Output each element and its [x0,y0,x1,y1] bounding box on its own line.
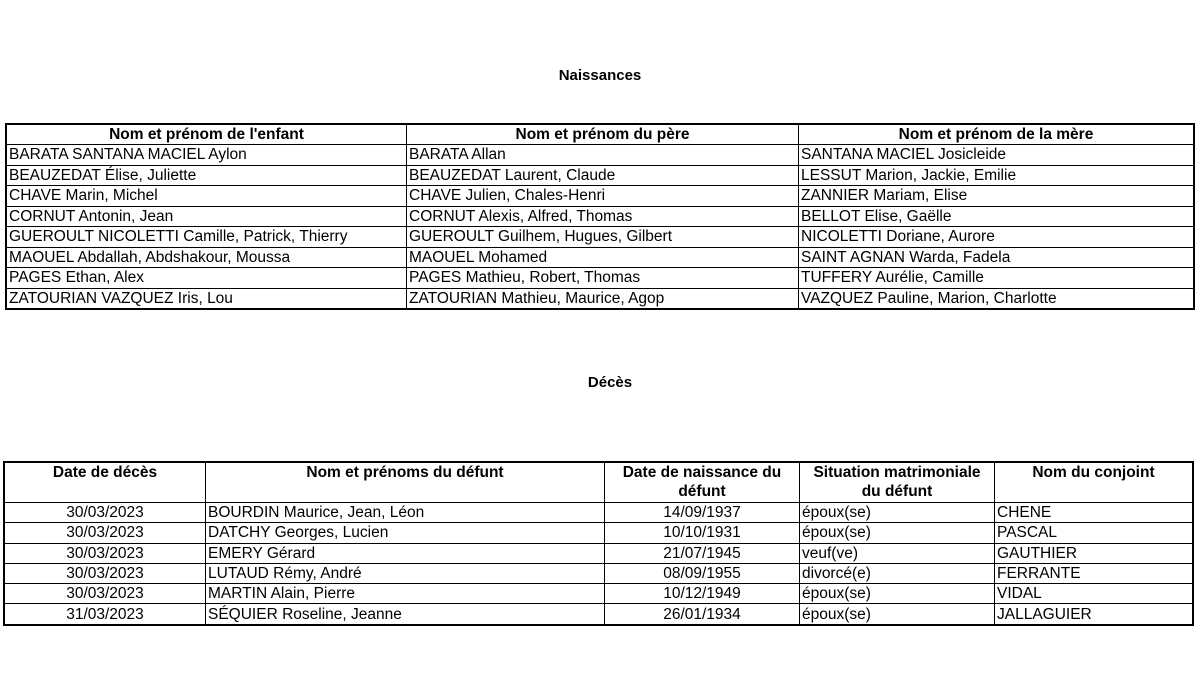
father-name: MAOUEL Mohamed [407,247,799,268]
child-name: PAGES Ethan, Alex [7,268,407,289]
birth-date: 10/10/1931 [605,523,800,543]
deceased-name: SÉQUIER Roseline, Jeanne [206,604,605,624]
deaths-header-spouse-name: Nom du conjoint [995,463,1193,503]
deaths-header-deceased-name: Nom et prénoms du défunt [206,463,605,503]
births-header-row [7,125,1194,145]
deceased-name: MARTIN Alain, Pierre [206,584,605,604]
table-row [5,543,1193,563]
mother-name: VAZQUEZ Pauline, Marion, Charlotte [799,288,1194,309]
death-date: 30/03/2023 [5,543,206,563]
mother-name: SANTANA MACIEL Josicleide [799,145,1194,166]
child-name: GUEROULT NICOLETTI Camille, Patrick, Thierry [7,227,407,248]
mother-name: ZANNIER Mariam, Elise [799,186,1194,207]
table-row [5,563,1193,583]
deaths-header-row [5,463,1193,503]
marital-status: veuf(ve) [800,543,995,563]
mother-name: SAINT AGNAN Warda, Fadela [799,247,1194,268]
table-row [7,247,1194,268]
deceased-name: BOURDIN Maurice, Jean, Léon [206,503,605,523]
marital-status: divorcé(e) [800,563,995,583]
birth-date: 21/07/1945 [605,543,800,563]
birth-date: 08/09/1955 [605,563,800,583]
spouse-name: FERRANTE [995,563,1193,583]
child-name: BEAUZEDAT Élise, Juliette [7,165,407,186]
table-row [5,523,1193,543]
child-name: BARATA SANTANA MACIEL Aylon [7,145,407,166]
table-row [7,145,1194,166]
deaths-header-death-date: Date de décès [5,463,206,503]
table-row [5,604,1193,624]
table-row [7,165,1194,186]
spouse-name: CHENE [995,503,1193,523]
table-row [5,503,1193,523]
spouse-name: GAUTHIER [995,543,1193,563]
child-name: MAOUEL Abdallah, Abdshakour, Moussa [7,247,407,268]
marital-status: époux(se) [800,584,995,604]
father-name: GUEROULT Guilhem, Hugues, Gilbert [407,227,799,248]
table-row [7,227,1194,248]
death-date: 30/03/2023 [5,563,206,583]
deceased-name: LUTAUD Rémy, André [206,563,605,583]
child-name: CHAVE Marin, Michel [7,186,407,207]
mother-name: BELLOT Elise, Gaëlle [799,206,1194,227]
deaths-table [4,462,1193,625]
death-date: 30/03/2023 [5,523,206,543]
table-row [5,584,1193,604]
table-row [7,206,1194,227]
spouse-name: PASCAL [995,523,1193,543]
father-name: CORNUT Alexis, Alfred, Thomas [407,206,799,227]
marital-status: époux(se) [800,503,995,523]
spouse-name: VIDAL [995,584,1193,604]
table-row [7,268,1194,289]
death-date: 31/03/2023 [5,604,206,624]
mother-name: TUFFERY Aurélie, Camille [799,268,1194,289]
birth-date: 10/12/1949 [605,584,800,604]
death-date: 30/03/2023 [5,584,206,604]
birth-date: 14/09/1937 [605,503,800,523]
births-table [6,124,1194,309]
child-name: ZATOURIAN VAZQUEZ Iris, Lou [7,288,407,309]
death-date: 30/03/2023 [5,503,206,523]
table-row [7,186,1194,207]
marital-status: époux(se) [800,604,995,624]
deaths-section-title: Décès [587,374,633,391]
child-name: CORNUT Antonin, Jean [7,206,407,227]
births-header-father: Nom et prénom du père [407,125,799,145]
father-name: ZATOURIAN Mathieu, Maurice, Agop [407,288,799,309]
father-name: CHAVE Julien, Chales-Henri [407,186,799,207]
table-row [7,288,1194,309]
deceased-name: EMERY Gérard [206,543,605,563]
marital-status: époux(se) [800,523,995,543]
father-name: BARATA Allan [407,145,799,166]
deaths-header-birth-date: Date de naissance du défunt [605,463,800,503]
deceased-name: DATCHY Georges, Lucien [206,523,605,543]
mother-name: LESSUT Marion, Jackie, Emilie [799,165,1194,186]
father-name: BEAUZEDAT Laurent, Claude [407,165,799,186]
deaths-header-marital-status: Situation matrimoniale du défunt [800,463,995,503]
spouse-name: JALLAGUIER [995,604,1193,624]
father-name: PAGES Mathieu, Robert, Thomas [407,268,799,289]
mother-name: NICOLETTI Doriane, Aurore [799,227,1194,248]
births-header-mother: Nom et prénom de la mère [799,125,1194,145]
births-header-child: Nom et prénom de l'enfant [7,125,407,145]
birth-date: 26/01/1934 [605,604,800,624]
births-section-title: Naissances [558,67,642,84]
